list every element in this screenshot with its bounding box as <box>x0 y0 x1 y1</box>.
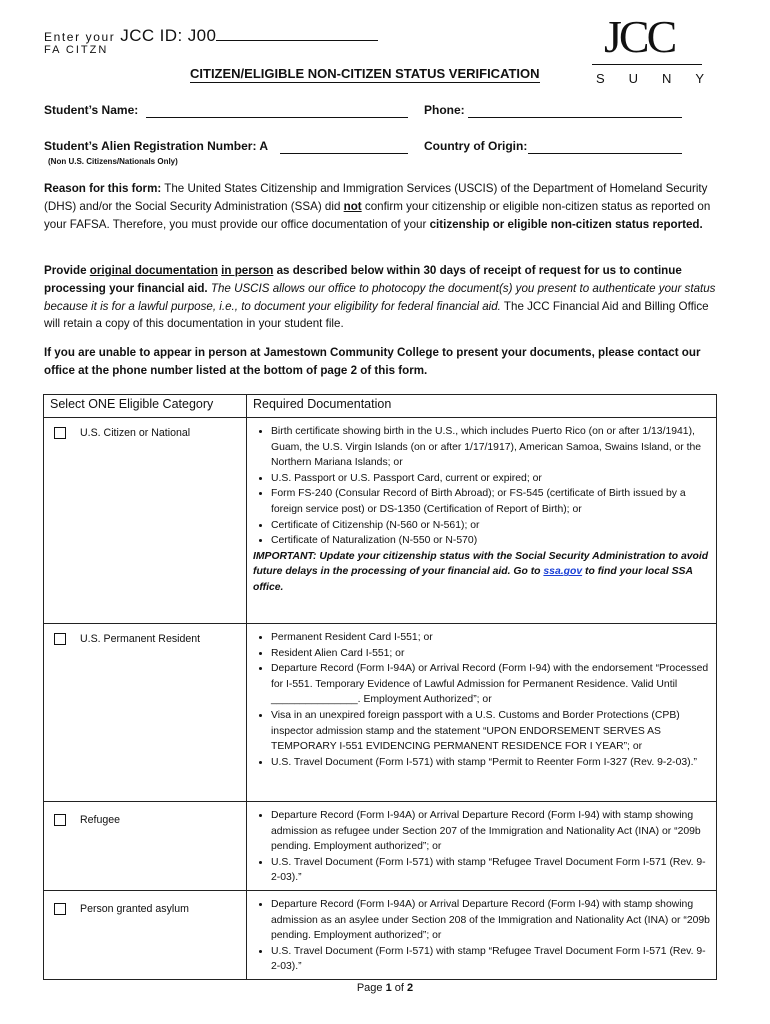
total-pages: 2 <box>407 982 414 994</box>
of-word: of <box>391 982 408 994</box>
important-note <box>253 549 710 596</box>
list-item: • Certificate of Naturalization (N-550 or N-570) <box>271 533 710 549</box>
suny-letter: S <box>596 71 605 86</box>
logo-divider <box>592 64 702 65</box>
jcc-id-field[interactable] <box>216 26 378 41</box>
provide-italic: The USCIS allows our office to photocopy the document(s) you present to authenticate your status because it is for a lawful purpose, i.e., to document your eligibility for federal financial aid. <box>44 281 716 313</box>
col-header-category: Select ONE Eligible Category <box>44 395 247 418</box>
list-item: • U.S. Travel Document (Form I-571) with stamp “Refugee Travel Document Form I-571 (Rev. 9-2-03).” <box>271 944 710 975</box>
suny-letter: N <box>661 71 672 86</box>
jcc-id-label: JCC ID: J00 <box>120 26 217 45</box>
jcc-id-line <box>44 26 378 46</box>
documentation-list <box>253 897 710 975</box>
important-text: IMPORTANT: Update your citizenship status with the Social Security Administration to avoid future delays in the processing of your financial aid. Go to <box>253 550 709 578</box>
provide-underlined: original documentation <box>89 264 218 277</box>
provide-paragraph <box>44 262 716 333</box>
alien-note: (Non U.S. Citizens/Nationals Only) <box>48 157 178 166</box>
category-label: Refugee <box>80 814 121 826</box>
jcc-id-prefix: Enter your <box>44 30 116 44</box>
list-item: • U.S. Travel Document (Form I-571) with stamp “Permit to Reenter Form I-327 (Rev. 9-2-03).” <box>271 755 710 771</box>
table-row <box>44 418 717 624</box>
unable-paragraph: If you are unable to appear in person at Jamestown Community College to present your documents, please contact our office at the phone number listed at the bottom of page 2 of this form. <box>44 346 701 377</box>
student-name-field[interactable] <box>146 104 408 118</box>
category-label: U.S. Citizen or National <box>80 427 191 439</box>
not-word: not <box>343 199 362 213</box>
current-page: 1 <box>385 982 392 994</box>
table-row <box>44 624 717 802</box>
provide-underlined: in person <box>221 264 274 277</box>
category-table <box>43 394 717 980</box>
category-cell <box>44 418 247 624</box>
country-field[interactable] <box>528 140 682 154</box>
reason-paragraph <box>44 180 716 233</box>
category-label: U.S. Permanent Resident <box>80 633 201 645</box>
category-label: Person granted asylum <box>80 902 189 915</box>
list-item: • Visa in an unexpired foreign passport with a U.S. Customs and Border Protections (CPB) inspector admission stamp and the statement “UPON ENDORSEMENT SERVES AS TEMPORARY I-551 EVIDENCING PERMANENT RESIDENCE FOR I YEAR”; or <box>271 708 710 755</box>
reason-text: confirm your citizenship or eligible non-citizen status as reported on your FAFSA. Therefore, you must provide our office documentation of your <box>44 199 711 231</box>
table-row <box>44 890 717 979</box>
jcc-logo: JCC <box>604 11 675 62</box>
page-title: CITIZEN/ELIGIBLE NON-CITIZEN STATUS VERIFICATION <box>190 66 540 81</box>
alien-number-field[interactable] <box>280 140 408 154</box>
phone-field[interactable] <box>468 104 682 118</box>
reason-text: The United States Citizenship and Immigration Services (USCIS) of the Department of Homeland Security (DHS) and/or the Social Security Administration (SSA) did <box>44 182 708 213</box>
permanent-resident-checkbox[interactable] <box>54 633 66 645</box>
fa-code: FA CITZN <box>44 44 109 56</box>
provide-text: The JCC Financial Aid and Billing Office will retain a copy of this documentation in your student file. <box>44 299 709 331</box>
list-item: • Certificate of Citizenship (N-560 or N-561); or <box>271 518 710 534</box>
phone-label: Phone: <box>424 103 465 117</box>
reason-emphasis: citizenship or eligible non-citizen status reported. <box>429 217 703 231</box>
documentation-cell <box>247 890 717 979</box>
important-text: to find your local SSA office. <box>253 566 693 593</box>
documentation-cell <box>247 802 717 891</box>
list-item: • Form FS-240 (Consular Record of Birth Abroad); or FS-545 (certificate of Birth issued by a foreign service post) or DS-1350 (Certification of Report of Birth); or <box>271 486 710 517</box>
list-item: • Departure Record (Form I-94A) or Arrival Departure Record (Form I-94) with stamp showing admission as an asylee under Section 208 of the Immigration and Nationality Act (INA) or “209b pending. Employment authorized”; or <box>271 897 710 944</box>
list-item: • U.S. Travel Document (Form I-571) with stamp “Refugee Travel Document Form I-571 (Rev. 9-2-03).” <box>271 855 710 886</box>
suny-logo <box>596 71 704 86</box>
documentation-cell <box>247 624 717 802</box>
list-item: • Resident Alien Card I-551; or <box>271 646 710 662</box>
list-item: • Permanent Resident Card I-551; or <box>271 630 710 646</box>
suny-letter: U <box>628 71 639 86</box>
category-cell <box>44 624 247 802</box>
list-item: • Departure Record (Form I-94A) or Arrival Record (Form I-94) with the endorsement “Processed for I-551. Temporary Evidence of Lawful Admission for Permanent Residence. Valid Until _______________. Employment Authorized”; or <box>271 661 710 708</box>
list-item: • Birth certificate showing birth in the U.S., which includes Puerto Rico (on or after 1/13/1941), Guam, the U.S. Virgin Islands (on or after 1/17/1917), American Samoa, Swains Island, or the Northern Mariana Islands; or <box>271 424 710 471</box>
page-number <box>0 982 770 994</box>
category-cell <box>44 802 247 891</box>
ssa-link[interactable]: ssa.gov <box>543 566 583 578</box>
provide-text: as described below within 30 days of receipt of request for us to continue processing your financial aid. <box>44 264 682 295</box>
table-row <box>44 802 717 891</box>
asylum-checkbox[interactable] <box>54 903 66 915</box>
category-cell <box>44 890 247 979</box>
citizen-checkbox[interactable] <box>54 427 66 439</box>
documentation-list <box>253 630 710 770</box>
documentation-list <box>253 808 710 886</box>
page-word: Page <box>356 982 386 994</box>
table-header-row <box>44 395 717 418</box>
country-label: Country of Origin: <box>424 139 528 153</box>
suny-letter: Y <box>695 71 704 86</box>
documentation-list <box>253 424 710 549</box>
list-item: • Departure Record (Form I-94A) or Arrival Departure Record (Form I-94) with stamp showing admission as refugee under Section 207 of the Immigration and Nationality Act (INA) or “209b pending. Employment authorized”; or <box>271 808 710 855</box>
col-header-documentation: Required Documentation <box>247 395 717 418</box>
documentation-cell <box>247 418 717 624</box>
list-item: • U.S. Passport or U.S. Passport Card, current or expired; or <box>271 471 710 487</box>
refugee-checkbox[interactable] <box>54 814 66 826</box>
student-name-label: Student’s Name: <box>44 103 139 117</box>
alien-number-label: Student’s Alien Registration Number: A <box>44 139 269 153</box>
reason-label: Reason for this form: <box>44 182 162 195</box>
provide-text: Provide <box>44 264 90 277</box>
